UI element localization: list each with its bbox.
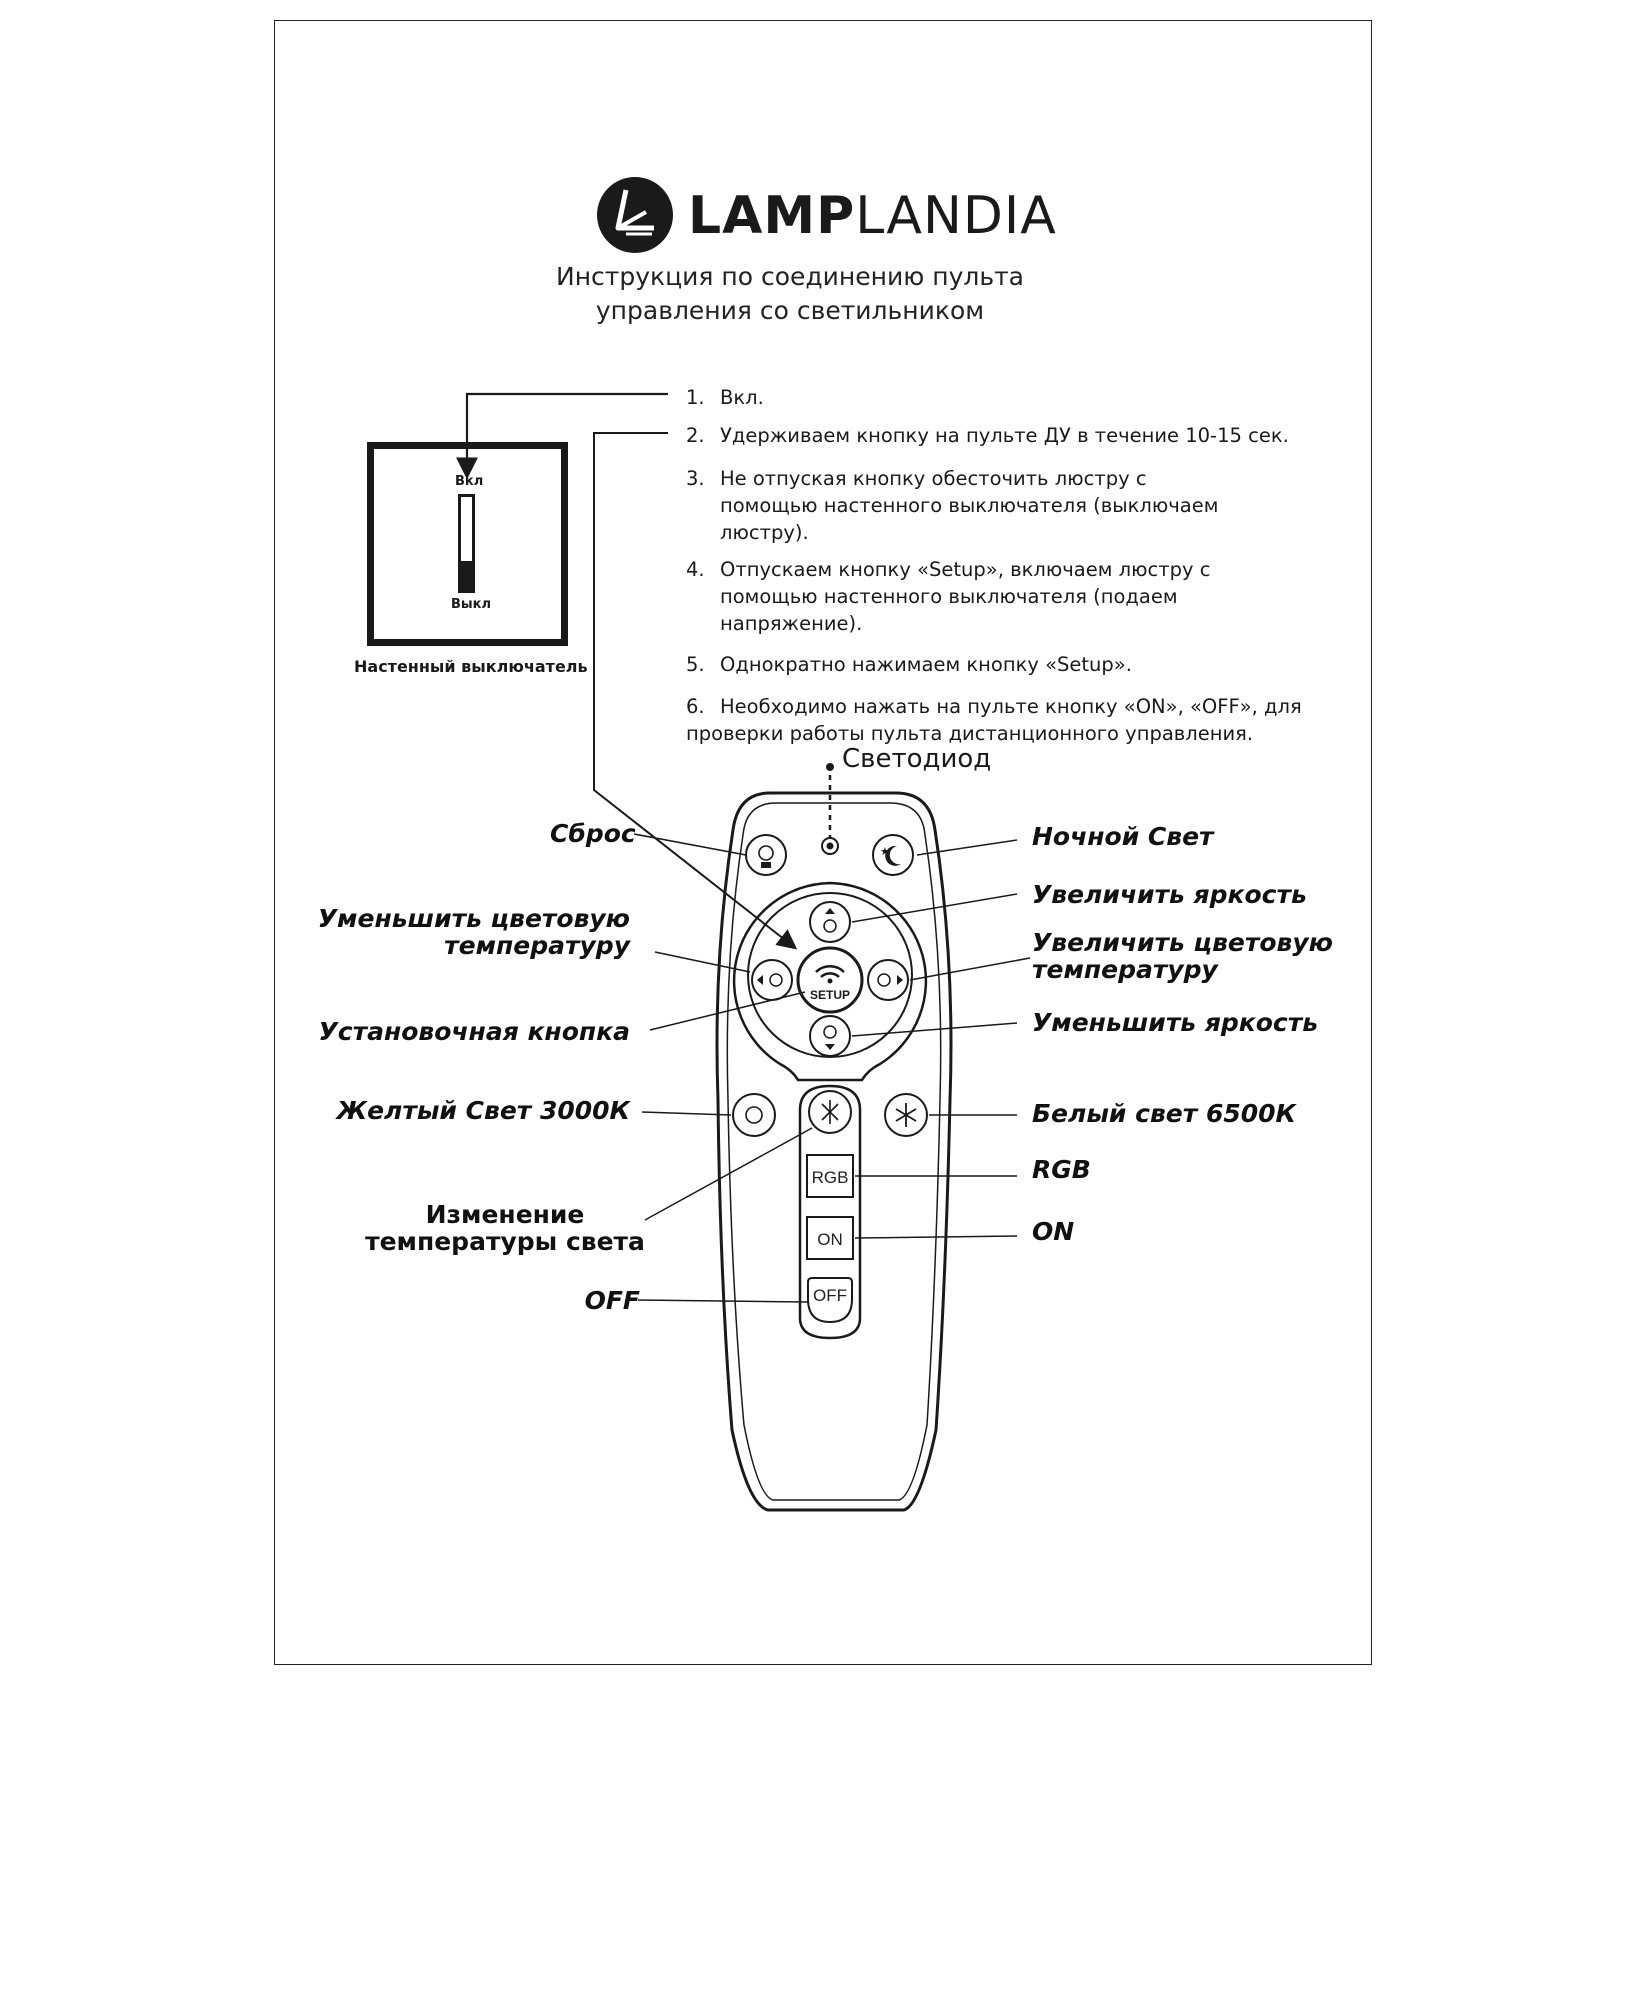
switch-off-label: Выкл	[451, 597, 492, 612]
step-4: 4. Отпускаем кнопку «Setup», включаем люстру с помощью настенного выключателя (подаем напряжение).	[686, 558, 1211, 635]
step-2: 2. Удерживаем кнопку на пульте ДУ в течение 10-15 сек.	[686, 424, 1289, 447]
on-button-label: ON	[817, 1230, 843, 1249]
label-off: OFF	[584, 1286, 640, 1315]
rgb-button-label: RGB	[811, 1168, 849, 1187]
document-title: Инструкция по соединению пульта управления со светильником	[556, 262, 1024, 325]
label-setup: Установочная кнопка	[318, 1017, 630, 1046]
step-5: 5. Однократно нажимаем кнопку «Setup».	[686, 653, 1132, 676]
switch-on-label: Вкл	[455, 474, 484, 489]
temp-change-button[interactable]	[809, 1091, 851, 1133]
label-brightness-down: Уменьшить яркость	[1032, 1008, 1319, 1037]
temp-up-button[interactable]	[868, 960, 908, 1000]
label-temp-change: Изменение температуры света	[365, 1200, 645, 1256]
label-night-light: Ночной Свет	[1032, 822, 1214, 851]
remote-body	[717, 793, 951, 1510]
brightness-up-button[interactable]	[810, 902, 850, 942]
reset-button[interactable]	[746, 835, 786, 875]
temp-down-button[interactable]	[752, 960, 792, 1000]
brand-name: LAMPLANDIA	[688, 186, 1057, 246]
on-button[interactable]	[807, 1217, 853, 1259]
switch-caption: Настенный выключатель	[354, 657, 588, 676]
off-button[interactable]	[808, 1278, 852, 1322]
setup-button[interactable]	[798, 948, 862, 1012]
step1-connector	[467, 394, 668, 475]
label-rgb: RGB	[1032, 1155, 1091, 1184]
step-3: 3. Не отпуская кнопку обесточить люстру с помощью настенного выключателя (выключаем люстру).	[686, 467, 1219, 544]
label-white-light: Белый свет 6500К	[1032, 1099, 1296, 1128]
step-6: 6. Необходимо нажать на пульте кнопку «ON», «OFF», для проверки работы пульта дистанционного управления.	[686, 695, 1302, 745]
label-temp-down: Уменьшить цветовую температуру	[317, 904, 630, 960]
night-light-button[interactable]	[873, 835, 913, 875]
brightness-down-button[interactable]	[810, 1016, 850, 1056]
white-light-button[interactable]	[885, 1094, 927, 1136]
label-temp-up: Увеличить цветовую температуру	[1032, 928, 1333, 984]
label-yellow-light: Желтый Свет 3000К	[336, 1096, 630, 1125]
yellow-light-button[interactable]	[733, 1094, 775, 1136]
label-on: ON	[1032, 1217, 1075, 1246]
led-label: Светодиод	[842, 744, 992, 774]
led-marker	[826, 763, 834, 771]
label-brightness-up: Увеличить яркость	[1032, 880, 1307, 909]
svg-text:★: ★	[880, 845, 890, 858]
label-reset: Сброс	[550, 819, 636, 848]
setup-button-label: SETUP	[809, 988, 851, 1002]
off-button-label: OFF	[813, 1286, 847, 1305]
rgb-button[interactable]	[807, 1155, 853, 1197]
step-1: 1. Вкл.	[686, 386, 764, 409]
